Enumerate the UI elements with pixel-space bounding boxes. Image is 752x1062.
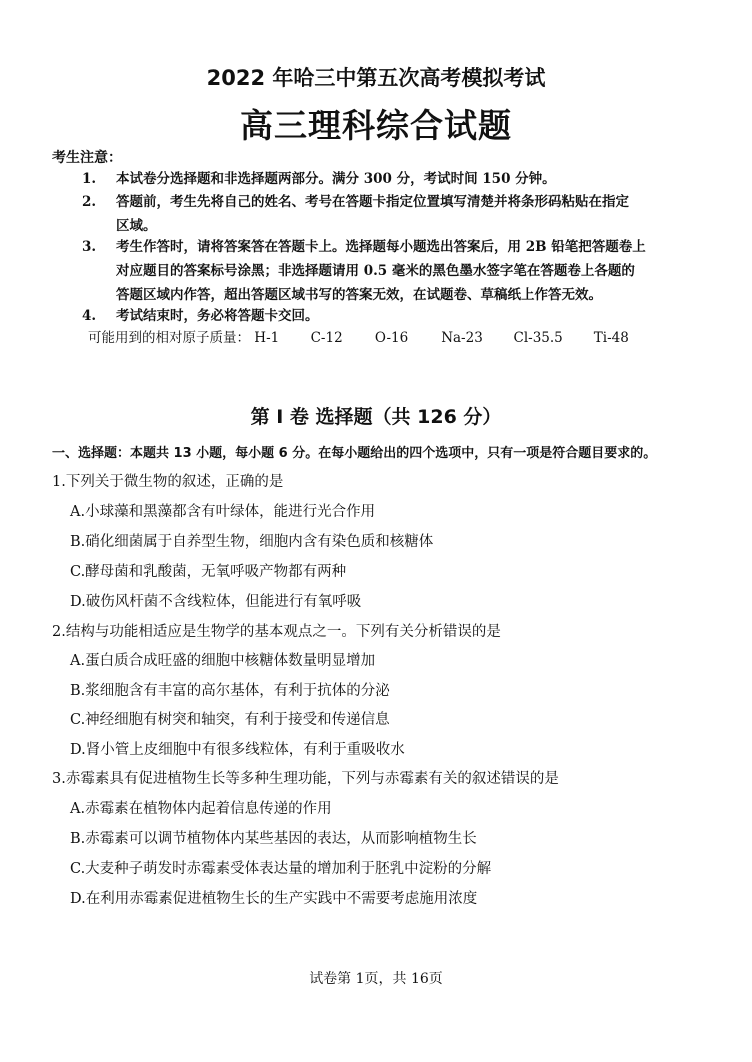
atomic-mass: Ti-48 [593, 330, 629, 346]
notice-item-number: 2. [82, 194, 97, 210]
question-3-stem: 3.赤霉素具有促进植物生长等多种生理功能，下列与赤霉素有关的叙述错误的是 [52, 771, 559, 787]
notice-item-4 [82, 304, 702, 328]
notice-item-number: 3. [82, 239, 97, 255]
question-2-stem: 2.结构与功能相适应是生物学的基本观点之一。下列有关分析错误的是 [52, 624, 501, 640]
atomic-mass: H-1 [254, 330, 280, 346]
atomic-mass: C-12 [310, 330, 343, 346]
notice-item-number: 4. [82, 308, 97, 324]
question-2-option-d: D.肾小管上皮细胞中有很多线粒体，有利于重吸收水 [70, 742, 405, 758]
question-1-stem: 1.下列关于微生物的叙述，正确的是 [52, 474, 284, 490]
notice-item-text: 答题区域内作答，超出答题区域书写的答案无效，在试题卷、草稿纸上作答无效。 [116, 287, 602, 303]
notice-item-text: 答题前，考生先将自己的姓名、考号在答题卡指定位置填写清楚并将条形码粘贴在指定 [116, 194, 629, 210]
notice-label: 考生注意： [52, 150, 122, 166]
atomic-masses [88, 326, 629, 346]
section-title: 第 I 卷 选择题（共 126 分） [250, 406, 502, 428]
question-1-option-c: C.酵母菌和乳酸菌，无氧呼吸产物都有两种 [70, 564, 347, 580]
question-3-option-c: C.大麦种子萌发时赤霉素受体表达量的增加利于胚乳中淀粉的分解 [70, 861, 492, 877]
exam-title: 高三理科综合试题 [240, 106, 512, 145]
notice-item-2 [82, 190, 702, 238]
notice-item-text: 区域。 [116, 218, 157, 234]
notice-item-text: 本试卷分选择题和非选择题两部分。满分 300 分，考试时间 150 分钟。 [116, 171, 556, 187]
atomic-mass: Na-23 [441, 330, 483, 346]
question-1-option-a: A.小球藻和黑藻都含有叶绿体，能进行光合作用 [70, 504, 376, 520]
question-2-option-a: A.蛋白质合成旺盛的细胞中核糖体数量明显增加 [70, 653, 376, 669]
question-2-option-c: C.神经细胞有树突和轴突，有利于接受和传递信息 [70, 712, 390, 728]
notice-item-text: 考生作答时，请将答案答在答题卡上。选择题每小题选出答案后，用 2B 铅笔把答题卷上 [116, 239, 646, 255]
question-3-option-a: A.赤霉素在植物体内起着信息传递的作用 [70, 801, 332, 817]
section-intro: 一、选择题：本题共 13 小题，每小题 6 分。在每小题给出的四个选项中，只有一项是符合题目要求的。 [52, 446, 657, 461]
notice-item-1 [82, 167, 702, 191]
atomic-mass: O-16 [374, 330, 409, 346]
question-2-option-b: B.浆细胞含有丰富的高尔基体，有利于抗体的分泌 [70, 683, 390, 699]
notice-item-text: 对应题目的答案标号涂黑；非选择题请用 0.5 毫米的黑色墨水签字笔在答题卷上各题的 [116, 263, 635, 279]
notice-item-text: 考试结束时，务必将答题卡交回。 [116, 308, 319, 324]
question-1-option-b: B.硝化细菌属于自养型生物，细胞内含有染色质和核糖体 [70, 534, 434, 550]
notice-item-3 [82, 235, 702, 307]
question-3-option-b: B.赤霉素可以调节植物体内某些基因的表达，从而影响植物生长 [70, 831, 477, 847]
exam-subtitle: 2022 年哈三中第五次高考模拟考试 [206, 66, 546, 90]
question-3-option-d: D.在利用赤霉素促进植物生长的生产实践中不需要考虑施用浓度 [70, 891, 478, 907]
page-footer: 试卷第 1页，共 16页 [309, 971, 443, 987]
atomic-mass: Cl-35.5 [513, 330, 563, 346]
notice-item-number: 1. [82, 171, 97, 187]
atomic-masses-label: 可能用到的相对原子质量： [88, 330, 250, 346]
question-1-option-d: D.破伤风杆菌不含线粒体，但能进行有氧呼吸 [70, 594, 362, 610]
